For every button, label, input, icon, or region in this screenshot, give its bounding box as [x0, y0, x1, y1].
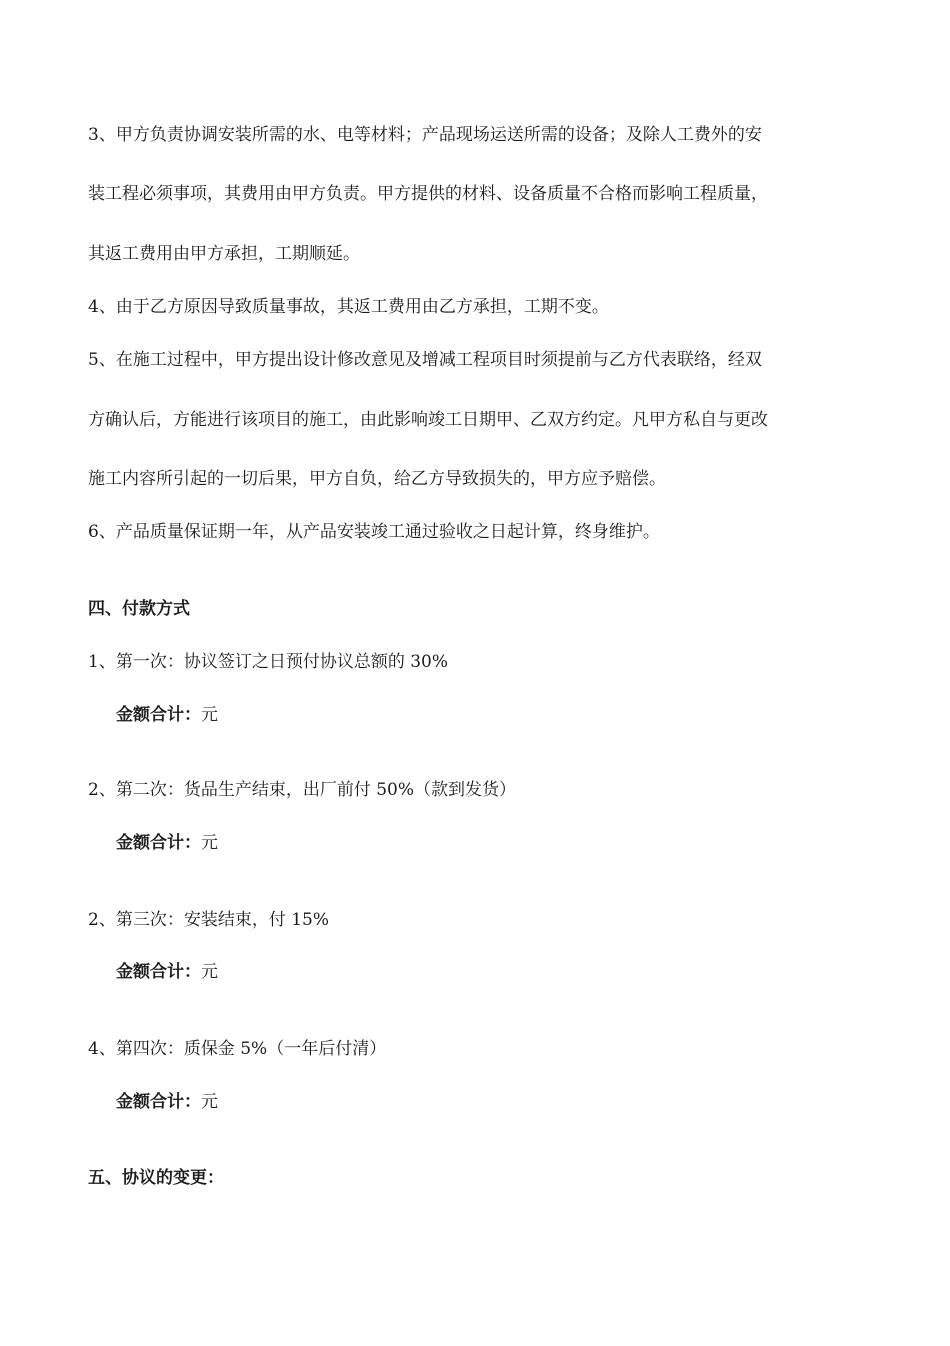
section-heading-payment: 四、付款方式 [88, 599, 190, 619]
payment-item-2: 2、第二次：货品生产结束，出厂前付 50%（款到发货） [88, 780, 517, 800]
clause-3-line-3: 其返工费用由甲方承担，工期顺延。 [88, 244, 360, 264]
payment-item-4: 4、第四次：质保金 5%（一年后付清） [88, 1039, 387, 1059]
amount-unit: 元 [201, 705, 218, 725]
payment-item-3: 2、第三次：安装结束，付 15% [88, 910, 330, 930]
amount-label: 金额合计： [116, 705, 201, 725]
amount-label: 金额合计： [116, 1092, 201, 1112]
clause-6-line-1: 6、产品质量保证期一年，从产品安装竣工通过验收之日起计算，终身维护。 [88, 522, 660, 542]
amount-unit: 元 [201, 962, 218, 982]
payment-1-amount [116, 703, 218, 727]
clause-5-line-3: 施工内容所引起的一切后果，甲方自负，给乙方导致损失的，甲方应予赔偿。 [88, 469, 666, 489]
payment-item-1: 1、第一次：协议签订之日预付协议总额的 30% [88, 652, 449, 672]
section-heading-amendment: 五、协议的变更： [88, 1168, 224, 1188]
amount-unit: 元 [201, 1092, 218, 1112]
clause-4-line-1: 4、由于乙方原因导致质量事故，其返工费用由乙方承担，工期不变。 [88, 297, 609, 317]
clause-3-line-2: 装工程必须事项，其费用由甲方负责。甲方提供的材料、设备质量不合格而影响工程质量， [88, 184, 768, 204]
amount-label: 金额合计： [116, 962, 201, 982]
payment-4-amount [116, 1090, 218, 1114]
clause-3-line-1: 3、甲方负责协调安装所需的水、电等材料；产品现场运送所需的设备；及除人工费外的安 [88, 125, 762, 145]
payment-2-amount [116, 831, 218, 855]
clause-5-line-1: 5、在施工过程中，甲方提出设计修改意见及增减工程项目时须提前与乙方代表联络，经双 [88, 350, 762, 370]
amount-unit: 元 [201, 833, 218, 853]
clause-5-line-2: 方确认后，方能进行该项目的施工，由此影响竣工日期甲、乙双方约定。凡甲方私自与更改 [88, 410, 768, 430]
amount-label: 金额合计： [116, 833, 201, 853]
payment-3-amount [116, 960, 218, 984]
